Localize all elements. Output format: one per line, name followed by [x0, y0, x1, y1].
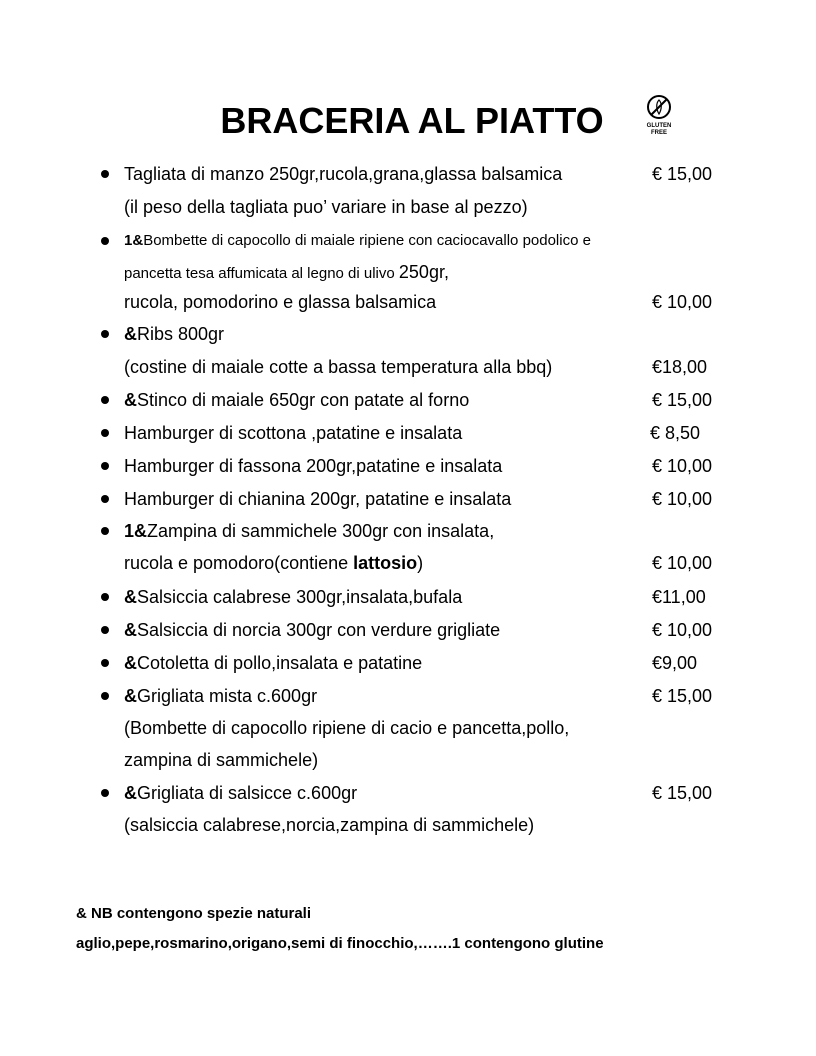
item-9-name: &Salsiccia calabrese 300gr,insalata,bufala: [124, 587, 463, 607]
item-8-price: € 10,00: [652, 553, 713, 573]
item-6-price: € 10,00: [652, 456, 713, 476]
item-2-line3: rucola, pomodorino e glassa balsamica: [124, 292, 437, 312]
gluten-free-icon: [646, 94, 672, 138]
item-1-note: (il peso della tagliata puo’ variare in base al pezzo): [124, 197, 528, 217]
item-8-note: rucola e pomodoro(contiene lattosio): [124, 553, 424, 573]
item-1-name: Tagliata di manzo 250gr,rucola,grana,glassa balsamica: [124, 164, 563, 184]
item-9-price: €11,00: [652, 587, 706, 607]
bullet: [101, 593, 109, 601]
item-13-name: &Grigliata di salsicce c.600gr: [124, 783, 358, 803]
bullet: [101, 527, 109, 535]
item-12-note: (Bombette di capocollo ripiene di cacio e pancetta,pollo,: [124, 718, 570, 738]
bullet: [101, 396, 109, 404]
free-label: FREE: [650, 130, 668, 136]
item-11-name: &Cotoletta di pollo,insalata e patatine: [124, 653, 423, 673]
item-10-price: € 10,00: [652, 620, 713, 640]
item-7-price: € 10,00: [652, 489, 713, 509]
item-2-price: € 10,00: [652, 292, 713, 312]
bullet: [101, 330, 109, 338]
bullet: [101, 626, 109, 634]
bullet: [101, 237, 109, 245]
footer-note-2: aglio,pepe,rosmarino,origano,semi di finocchio,…….1 contengono glutine: [76, 935, 604, 952]
item-2-line2: pancetta tesa affumicata al legno di ulivo 250gr,: [124, 262, 449, 282]
item-6-name: Hamburger di fassona 200gr,patatine e insalata: [124, 456, 503, 476]
item-8-name: 1&Zampina di sammichele 300gr con insalata,: [124, 521, 495, 541]
item-5-name: Hamburger di scottona ,patatine e insalata: [124, 423, 463, 443]
item-10-name: &Salsiccia di norcia 300gr con verdure grigliate: [124, 620, 501, 640]
item-11-price: €9,00: [652, 653, 698, 673]
bullet: [101, 659, 109, 667]
item-4-name: &Stinco di maiale 650gr con patate al forno: [124, 390, 470, 410]
item-3-name: &Ribs 800gr: [124, 324, 225, 344]
bullet: [101, 789, 109, 797]
item-2-line1: 1&Bombette di capocollo di maiale ripiene con caciocavallo podolico e: [124, 232, 591, 249]
bullet: [101, 429, 109, 437]
bullet: [101, 170, 109, 178]
item-13-price: € 15,00: [652, 783, 713, 803]
bullet: [101, 462, 109, 470]
item-7-name: Hamburger di chianina 200gr, patatine e insalata: [124, 489, 512, 509]
menu-title: BRACERIA AL PIATTO: [220, 100, 604, 141]
item-12-price: € 15,00: [652, 686, 713, 706]
item-4-price: € 15,00: [652, 390, 713, 410]
bullet: [101, 692, 109, 700]
item-5-price: € 8,50: [650, 423, 701, 443]
item-3-note: (costine di maiale cotte a bassa temperatura alla bbq): [124, 357, 553, 377]
bullet: [101, 495, 109, 503]
item-3-price: €18,00: [652, 357, 708, 377]
item-12-name: &Grigliata mista c.600gr: [124, 686, 318, 706]
item-13-note: (salsiccia calabrese,norcia,zampina di sammichele): [124, 815, 535, 835]
item-12-note-2: zampina di sammichele): [124, 750, 319, 770]
item-1-price: € 15,00: [652, 164, 713, 184]
footer-note-1: & NB contengono spezie naturali: [76, 905, 312, 922]
gluten-label: GLUTEN: [646, 123, 672, 129]
